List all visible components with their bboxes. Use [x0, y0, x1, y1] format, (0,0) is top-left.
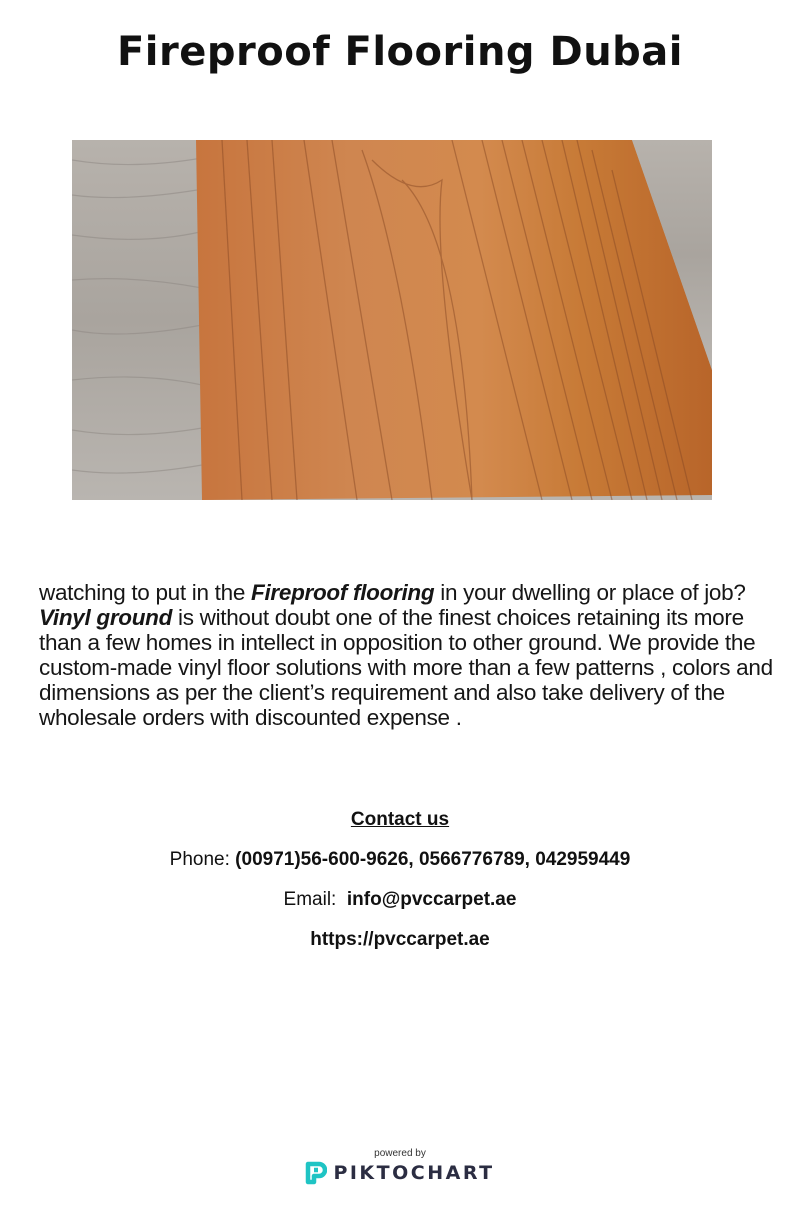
text-segment: is without doubt one of the finest choices retaining its more than a few homes in intellect in opposition to other ground. We provide the custom-made vinyl floor solutions with more than a few patterns , colors and dimensions as per the client’s requirement and also take delivery of the wholesale orders with discounted expense .	[39, 605, 773, 730]
brand-name: PIKTOCHART	[333, 1162, 495, 1184]
description-paragraph	[39, 580, 784, 730]
flooring-photo	[72, 140, 712, 500]
email-link[interactable]: info@pvccarpet.ae	[346, 889, 517, 910]
email-label: Email:	[283, 889, 347, 910]
footer	[0, 1148, 800, 1190]
hero-image	[72, 140, 712, 500]
keyword-vinyl-ground: Vinyl ground	[39, 605, 173, 630]
phone-line	[0, 849, 800, 871]
keyword-fireproof-flooring: Fireproof flooring	[251, 580, 435, 605]
piktochart-logo[interactable]	[305, 1161, 494, 1185]
page-title: Fireproof Flooring Dubai	[116, 29, 684, 75]
text-segment: watching to put in the	[39, 580, 251, 605]
powered-by-label: powered by	[374, 1148, 426, 1159]
phone-numbers[interactable]: (00971)56-600-9626, 0566776789, 042959449	[235, 849, 631, 870]
text-segment: in your dwelling or place of job?	[434, 580, 746, 605]
phone-label: Phone:	[169, 849, 236, 870]
piktochart-p-icon	[305, 1161, 327, 1185]
email-line	[0, 889, 800, 911]
website-link[interactable]: https://pvccarpet.ae	[310, 929, 490, 950]
contact-heading: Contact us	[350, 809, 450, 830]
